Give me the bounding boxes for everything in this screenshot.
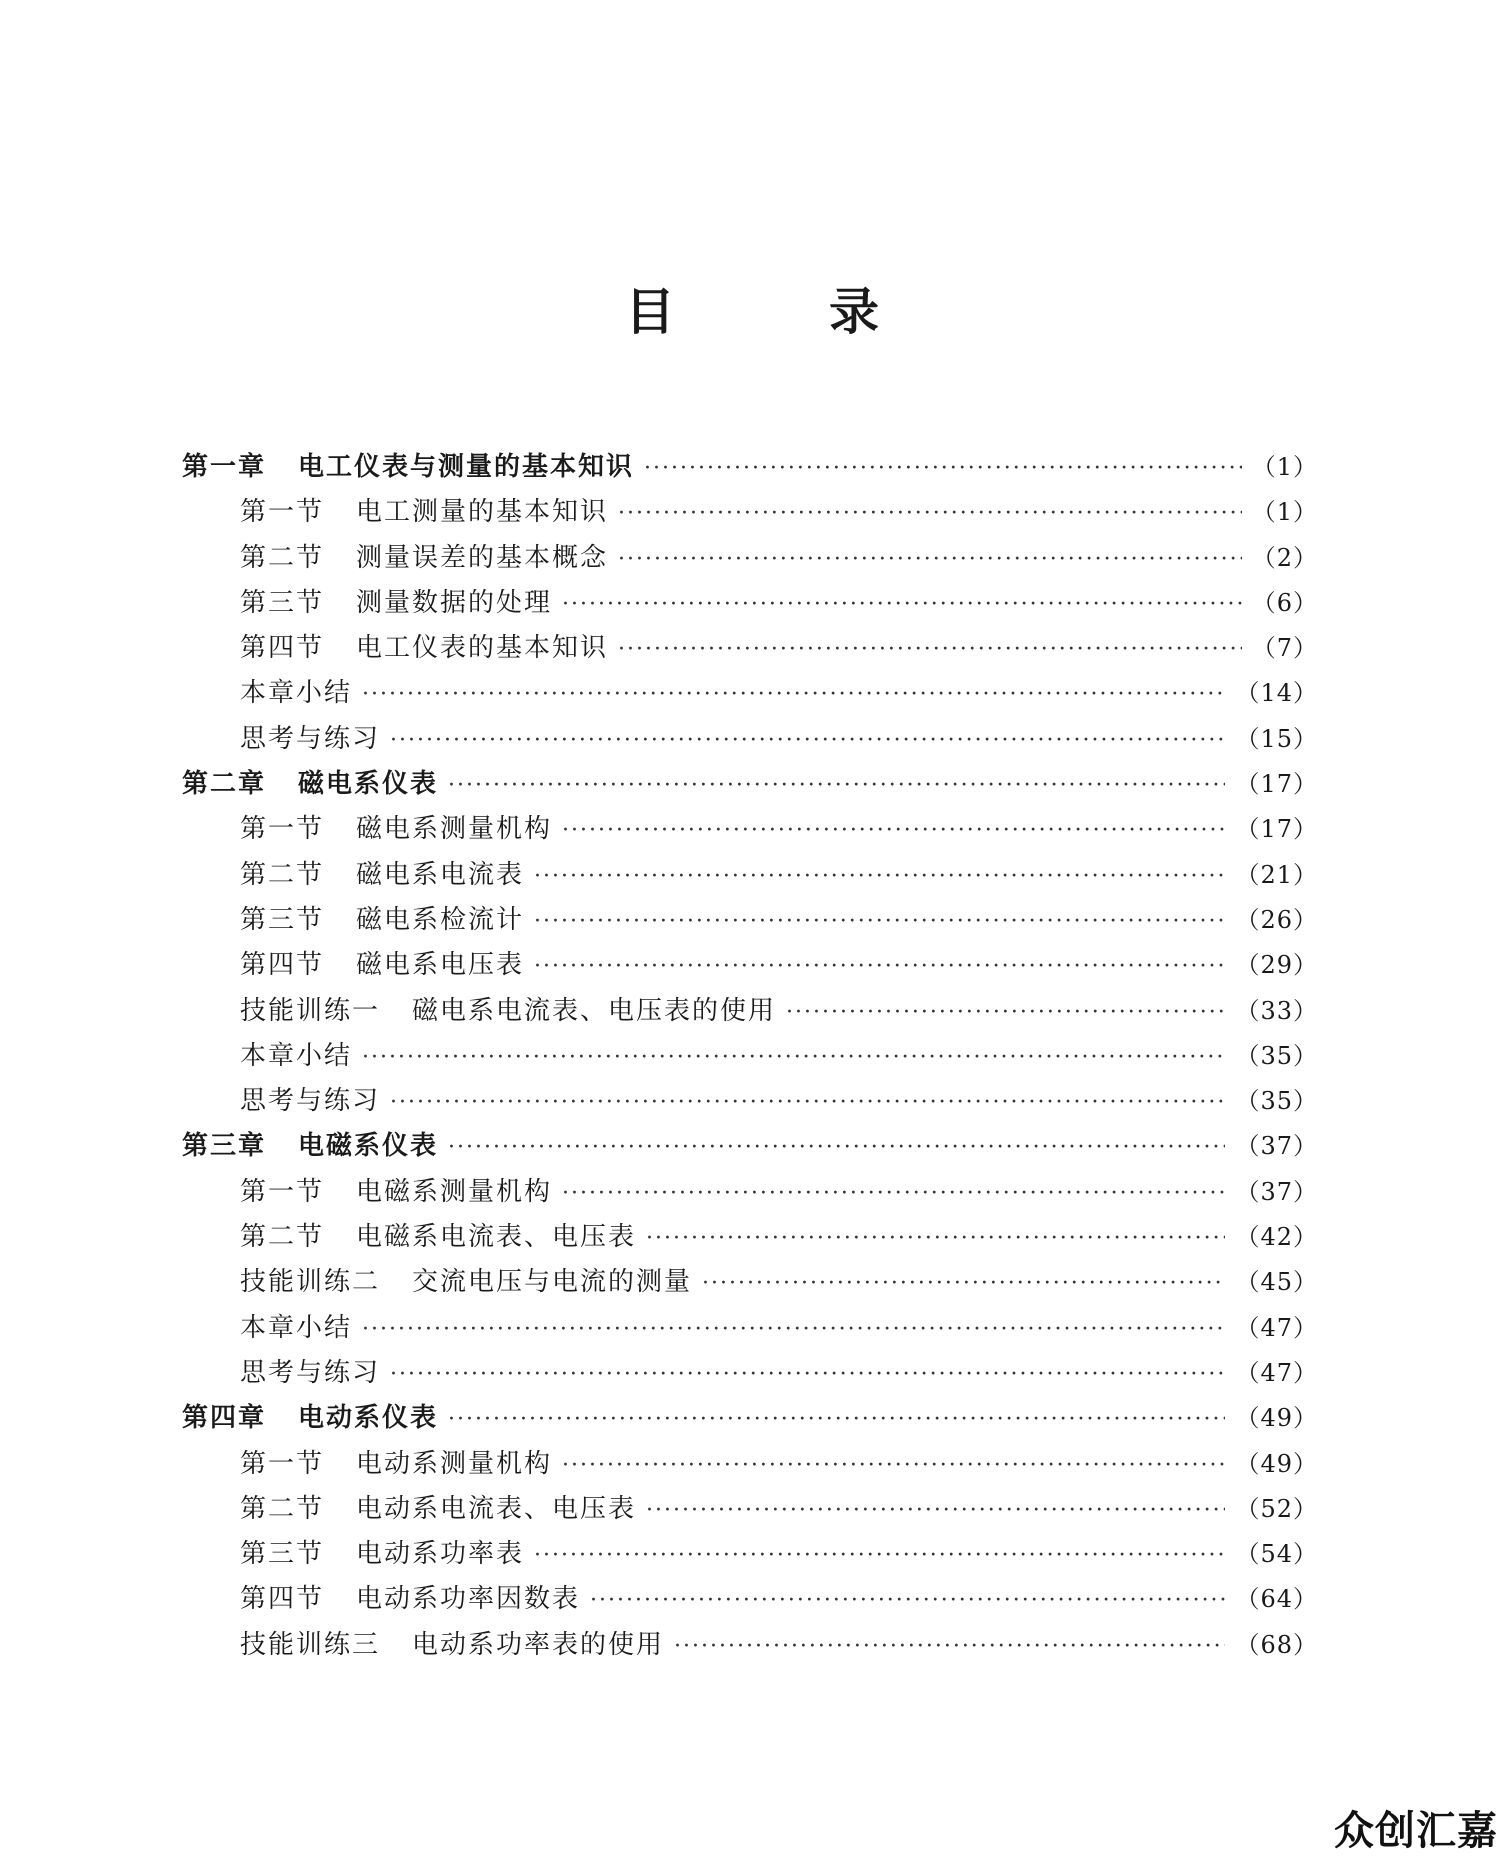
- toc-entry-title: 电工测量的基本知识: [356, 497, 609, 528]
- toc-page-number: （45）: [1235, 1268, 1318, 1297]
- toc-dot-leader: [534, 899, 1225, 944]
- toc-entry-number: 思考与练习: [240, 1357, 381, 1388]
- toc-entry-number: 第一节: [240, 1448, 325, 1479]
- toc-page-number: （7）: [1251, 634, 1318, 663]
- toc-entry-title: 磁电系测量机构: [356, 814, 553, 845]
- toc-dot-leader: [448, 1397, 1225, 1442]
- toc-section-entry[interactable]: [182, 943, 1318, 988]
- toc-dot-leader: [702, 1261, 1225, 1306]
- table-of-contents: [182, 445, 1318, 1668]
- toc-dot-leader: [534, 854, 1225, 899]
- toc-section-entry[interactable]: [182, 1215, 1318, 1260]
- toc-section-entry[interactable]: [182, 1170, 1318, 1215]
- toc-dot-leader: [786, 990, 1225, 1035]
- toc-section-entry[interactable]: [182, 717, 1318, 762]
- toc-section-entry[interactable]: [182, 1260, 1318, 1305]
- toc-entry-title: 磁电系电流表: [356, 859, 525, 890]
- toc-section-entry[interactable]: [182, 853, 1318, 898]
- toc-page-number: （33）: [1235, 996, 1318, 1025]
- toc-section-entry[interactable]: [182, 989, 1318, 1034]
- toc-entry-number: 第二节: [240, 1493, 325, 1524]
- toc-entry-title: 电动系功率表: [356, 1539, 525, 1570]
- toc-entry-number: 本章小结: [240, 678, 353, 709]
- toc-entry-number: 思考与练习: [240, 1086, 381, 1117]
- toc-dot-leader: [644, 446, 1242, 491]
- toc-page-number: （2）: [1251, 543, 1318, 572]
- toc-section-entry[interactable]: [182, 671, 1318, 716]
- toc-dot-leader: [646, 1216, 1225, 1261]
- toc-entry-number: 第三章: [182, 1131, 267, 1162]
- toc-page-number: （17）: [1235, 815, 1318, 844]
- toc-page-number: （37）: [1235, 1177, 1318, 1206]
- toc-dot-leader: [618, 537, 1242, 582]
- toc-page-number: （49）: [1235, 1404, 1318, 1433]
- toc-dot-leader: [646, 1488, 1225, 1533]
- toc-dot-leader: [390, 1080, 1225, 1125]
- toc-section-entry[interactable]: [182, 626, 1318, 671]
- toc-page-number: （17）: [1235, 770, 1318, 799]
- toc-page-number: （68）: [1235, 1630, 1318, 1659]
- toc-entry-number: 第一章: [182, 452, 267, 482]
- toc-entry-number: 第一节: [240, 497, 325, 528]
- toc-entry-title: 电磁系仪表: [298, 1131, 439, 1162]
- toc-chapter-entry[interactable]: [182, 1396, 1318, 1441]
- toc-dot-leader: [534, 944, 1225, 989]
- toc-entry-title: 电动系仪表: [298, 1403, 439, 1434]
- toc-page-number: （6）: [1251, 588, 1318, 617]
- toc-entry-number: 第四节: [240, 950, 325, 981]
- toc-entry-number: 第一节: [240, 1176, 325, 1207]
- toc-entry-title: 电动系测量机构: [356, 1448, 553, 1479]
- toc-section-entry[interactable]: [182, 581, 1318, 626]
- toc-section-entry[interactable]: [182, 490, 1318, 535]
- toc-chapter-entry[interactable]: [182, 445, 1318, 490]
- toc-dot-leader: [562, 1443, 1225, 1488]
- toc-entry-title: 磁电系仪表: [298, 769, 439, 800]
- toc-dot-leader: [562, 808, 1225, 853]
- toc-entry-number: 技能训练二: [240, 1267, 381, 1298]
- toc-page-number: （64）: [1235, 1585, 1318, 1614]
- toc-entry-number: 思考与练习: [240, 723, 381, 754]
- toc-section-entry[interactable]: [182, 1577, 1318, 1622]
- toc-entry-number: 第二节: [240, 1222, 325, 1253]
- toc-entry-number: 技能训练三: [240, 1629, 381, 1660]
- toc-entry-number: 第三节: [240, 587, 325, 618]
- toc-dot-leader: [618, 491, 1242, 536]
- toc-dot-leader: [674, 1624, 1225, 1669]
- toc-page-number: （14）: [1235, 679, 1318, 708]
- toc-page-number: （47）: [1235, 1313, 1318, 1342]
- toc-page-number: （21）: [1235, 860, 1318, 889]
- toc-entry-title: 测量误差的基本概念: [356, 542, 609, 573]
- toc-dot-leader: [390, 1352, 1225, 1397]
- toc-dot-leader: [590, 1578, 1225, 1623]
- toc-entry-title: 电磁系测量机构: [356, 1176, 553, 1207]
- toc-dot-leader: [448, 1125, 1225, 1170]
- toc-dot-leader: [362, 1035, 1225, 1080]
- toc-page-number: （49）: [1235, 1449, 1318, 1478]
- toc-entry-number: 第四节: [240, 1584, 325, 1615]
- toc-dot-leader: [562, 582, 1242, 627]
- toc-entry-title: 电动系电流表、电压表: [356, 1493, 637, 1524]
- toc-entry-number: 技能训练一: [240, 995, 381, 1026]
- toc-section-entry[interactable]: [182, 1079, 1318, 1124]
- toc-dot-leader: [362, 672, 1225, 717]
- toc-section-entry[interactable]: [182, 807, 1318, 852]
- toc-page-number: （26）: [1235, 905, 1318, 934]
- toc-section-entry[interactable]: [182, 1532, 1318, 1577]
- toc-section-entry[interactable]: [182, 1034, 1318, 1079]
- toc-page-number: （47）: [1235, 1358, 1318, 1387]
- toc-entry-title: 电动系功率表的使用: [412, 1629, 665, 1660]
- toc-dot-leader: [448, 763, 1225, 808]
- toc-entry-title: 测量数据的处理: [356, 587, 553, 618]
- toc-entry-number: 第三节: [240, 904, 325, 935]
- toc-section-entry[interactable]: [182, 1351, 1318, 1396]
- toc-entry-title: 电工仪表与测量的基本知识: [298, 452, 635, 482]
- toc-entry-number: 本章小结: [240, 1040, 353, 1071]
- toc-entry-number: 第四节: [240, 633, 325, 664]
- toc-page-number: （35）: [1235, 1087, 1318, 1116]
- toc-chapter-entry[interactable]: [182, 762, 1318, 807]
- toc-page-number: （54）: [1235, 1540, 1318, 1569]
- toc-entry-title: 电工仪表的基本知识: [356, 633, 609, 664]
- toc-section-entry[interactable]: [182, 1487, 1318, 1532]
- page-title: 目 录: [625, 283, 931, 341]
- toc-page-number: （1）: [1251, 453, 1318, 481]
- toc-section-entry[interactable]: [182, 1306, 1318, 1351]
- toc-entry-number: 第二节: [240, 859, 325, 890]
- toc-entry-title: 电动系功率因数表: [356, 1584, 581, 1615]
- toc-entry-number: 第一节: [240, 814, 325, 845]
- toc-page-number: （52）: [1235, 1494, 1318, 1523]
- toc-dot-leader: [390, 718, 1225, 763]
- toc-section-entry[interactable]: [182, 1623, 1318, 1668]
- toc-page-number: （1）: [1251, 498, 1318, 527]
- toc-section-entry[interactable]: [182, 1442, 1318, 1487]
- watermark-logo: 众创汇嘉: [1334, 1808, 1498, 1854]
- toc-entry-title: 交流电压与电流的测量: [412, 1267, 693, 1298]
- toc-entry-title: 电磁系电流表、电压表: [356, 1222, 637, 1253]
- toc-chapter-entry[interactable]: [182, 1124, 1318, 1169]
- toc-entry-number: 第四章: [182, 1403, 267, 1434]
- toc-entry-number: 本章小结: [240, 1312, 353, 1343]
- toc-entry-title: 磁电系电压表: [356, 950, 525, 981]
- toc-entry-number: 第二章: [182, 769, 267, 800]
- toc-page-number: （15）: [1235, 724, 1318, 753]
- toc-entry-title: 磁电系电流表、电压表的使用: [412, 995, 777, 1026]
- toc-section-entry[interactable]: [182, 536, 1318, 581]
- toc-section-entry[interactable]: [182, 898, 1318, 943]
- toc-page-number: （42）: [1235, 1223, 1318, 1252]
- toc-dot-leader: [362, 1307, 1225, 1352]
- toc-entry-number: 第三节: [240, 1539, 325, 1570]
- toc-page-number: （35）: [1235, 1041, 1318, 1070]
- toc-dot-leader: [534, 1533, 1225, 1578]
- toc-entry-number: 第二节: [240, 542, 325, 573]
- toc-dot-leader: [562, 1171, 1225, 1216]
- toc-page-number: （37）: [1235, 1132, 1318, 1161]
- toc-page-number: （29）: [1235, 951, 1318, 980]
- toc-entry-title: 磁电系检流计: [356, 904, 525, 935]
- toc-dot-leader: [618, 627, 1242, 672]
